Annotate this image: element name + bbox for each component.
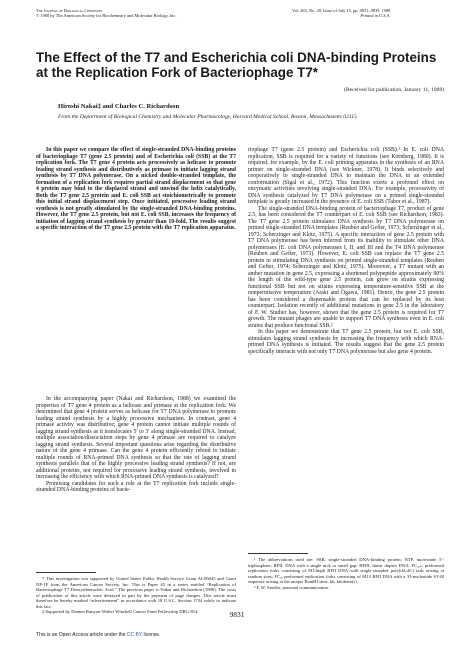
footnotes-right — [248, 557, 444, 590]
body-paragraph: riophage T7 (gene 2.5 protein) and Escherichia coli (SSB).¹ In E. coli DNA replication, SSB is required for a variety of functions (see Kornberg, 1980). It is required, for example, by the E. coli priming apparatus in the synthesis of an RNA primer on single-stranded DNA (see Wickner, 1978). It binds selectively and cooperatively to single-stranded DNA to maintain the DNA in an extended conformation (Sigal et al., 1972). This function exerts a profound effect on enzymatic activities involving single-stranded DNA. For example, processivity of DNA synthesis catalyzed by T7 DNA polymerase on a primed single-stranded template is greatly increased in the presence of E. coli SSB (Tabor et al., 1987). — [248, 147, 444, 205]
running-header-right — [292, 8, 390, 19]
author-list: Hiroshi Nakai‡ and Charles C. Richardson — [58, 103, 180, 110]
body-paragraph: In the accompanying paper (Nakai and Richardson, 1988) we examined the properties of T7 gene 4 protein as a helicase and primase at the replication fork. We determined that gene 4 protein serves as helicase for T7 DNA polymerase to promote leading strand synthesis by a highly processive mechanism. In contrast, gene 4 primase activity was distributive; gene 4 protein cannot initiate multiple rounds of lagging strand synthesis as it translocates 5′ to 3′ along single-stranded DNA. Instead, multiple association/dissociation steps by gene 4 primase are required to catalyze lagging strand synthesis. Several important questions arise regarding the distributive nature of the gene 4 primase. Can the gene 4 protein efficiently rebind to initiate multiple rounds of RNA-primed DNA synthesis so that the rate of lagging strand synthesis parallels that of the highly processive leading strand synthesis? If not, are additional proteins, not required for processive leading strand synthesis, involved in increasing the efficiency with which RNA-primed DNA synthesis is catalyzed? — [36, 396, 236, 480]
running-header-left — [36, 8, 176, 19]
abstract — [36, 147, 236, 232]
article-title: The Effect of the T7 and Escherichia coli DNA-binding Proteins at the Replication Fork of Bacteriophage T7* — [36, 50, 437, 80]
footnote: ² F. W. Studier, personal communication. — [254, 584, 329, 590]
license-link[interactable]: CC BY — [126, 632, 143, 638]
author-affiliation: From the Department of Biological Chemistry and Molecular Pharmacology, Harvard Medical School, Boston, Massachusetts 02115 — [58, 114, 357, 120]
printed-in: Printed in U.S.A. — [360, 13, 391, 19]
journal-name: The Journal of Biological Chemistry — [36, 8, 103, 13]
open-access-suffix: license. — [143, 632, 161, 638]
footnotes-left — [36, 576, 236, 615]
footnote-divider-left — [36, 572, 96, 573]
received-date: (Received for publication, January 11, 1988) — [344, 87, 444, 93]
footnote-divider-right — [248, 553, 308, 554]
open-access-notice — [36, 632, 160, 638]
page-number: 9831 — [229, 610, 245, 619]
body-paragraph: In this paper we demonstrate that T7 gene 2.5 protein, but not E. coli SSB, stimulates lagging strand synthesis by increasing the frequency with which RNA-primed DNA synthesis is initiated. The results suggest that the gene 2.5 protein specifically interacts with not only T7 DNA polymerase but also gene 4 protein. — [248, 329, 444, 355]
left-column-body — [36, 396, 236, 494]
open-access-text: This is an Open Access article under the — [36, 632, 126, 638]
volume-info: Vol. 263, No. 20, Issue of July 15, pp. 9831–9839, 1988 — [292, 8, 391, 13]
right-column-body — [248, 147, 444, 355]
body-paragraph: Promising candidates for such a role at the T7 replication fork include single-stranded DNA-binding proteins of bacte- — [36, 480, 236, 493]
footnote: ‡ Supported by Damon Runyon-Walter Winchell Cancer Fund Fellowship DRG-814. — [42, 609, 199, 614]
body-paragraph: The single-stranded DNA-binding protein of bacteriophage T7, product of gene 2.5, has been considered the T7 counterpart of E. coli SSB (see Richardson, 1983). The T7 gene 2.5 protein stimulates DNA synthesis by T7 DNA polymerase on primed single-stranded DNA templates (Reuben and Gefter, 1973; Scherzinger et al., 1973; Scherzinger and Klotz, 1975). A specific interaction of gene 2.5 protein with T7 DNA polymerase has been inferred from its inability to stimulate other DNA polymerases (E. coli DNA polymerases I, II, and III and the T4 DNA polymerase (Reuben and Gefter, 1973). However, E. coli SSB can replace the T7 gene 2.5 protein in stimulating DNA synthesis on primed single-stranded templates (Reuben and Gefter, 1974; Scherzinger and Klotz, 1975). Moreover, a T7 mutant with an amber mutation in gene 2.5, expressing a shortened polypeptide approximately 90% the length of the wild-type gene 2.5 protein, can grow on strains expressing functional SSB but not on strains expressing temperature-sensitive SSB at the nonpermissive temperature (Araki and Ogawa, 1981). Hence, the gene 2.5 protein has been considered a dispensable protein that can be replaced by its host counterpart. Isolation recently of additional mutations in gene 2.5 in the laboratory of F. W. Studier has, however, shown that the gene 2.5 protein is required for T7 growth. The mutant phages are unable to support T7 DNA synthesis even in E. coli strains that produce functional SSB.² — [248, 205, 444, 329]
footnote: * This investigation was supported by United States Public Health Service Grant AI-06045 and Grant NP-1F from the American Cancer Society, Inc. This is Paper 45 in a series entitled “Replication of Bacteriophage T7 Deoxyribonucleic Acid.” The previous paper is Nakai and Richardson (1988). The costs of publication of this article were defrayed in part by the payment of page charges. This article must therefore be hereby marked “advertisement” in accordance with 18 U.S.C. Section 1734 solely to indicate this fact. — [36, 576, 236, 609]
copyright-line: © 1988 by The American Society for Biochemistry and Molecular Biology, Inc. — [36, 13, 177, 19]
footnote: ¹ The abbreviations used are: SSB, single-stranded DNA-binding protein; NTP, nucleoside 5′-triphosphate; RFII, DNA with a single nick or small gap; RFIII, linear duplex DNA; FC₄,c, preformed replication forks consisting of M13mp6 RFII DNA with single-stranded poly(dA,dC) tails arising at random sites; FC₃, preformed replication forks consisting of M13 RFII DNA with a 33-nucleotide SV40 sequence arising at the unique BamHI sites; kb, kilobase(s). — [248, 557, 444, 584]
abstract-text: In this paper we compare the effect of single-stranded DNA-binding proteins of bacteriophage T7 (gene 2.5 protein) and of Escherichia coli (SSB) at the T7 replication fork. The T7 gene 4 protein acts processively as helicase to promote leading strand synthesis and distributively as primase to initiate lagging strand synthesis by T7 DNA polymerase. On a nicked double-stranded template, the formation of a replication fork requires partial strand displacement so that gene 4 protein may bind to the displaced strand and unwind the helix catalytically. Both the T7 gene 2.5 protein and E. coli SSB act stoichiometrically to promote this initial strand displacement step. Once initiated, processive leading strand synthesis is not greatly stimulated by the single-stranded DNA-binding proteins. However, the T7 gene 2.5 protein, but not E. coli SSB, increases the frequency of initiation of lagging strand synthesis by greater than 10-fold. The results suggest a specific interaction of the T7 gene 2.5 protein with the T7 replication apparatus. — [36, 147, 236, 231]
